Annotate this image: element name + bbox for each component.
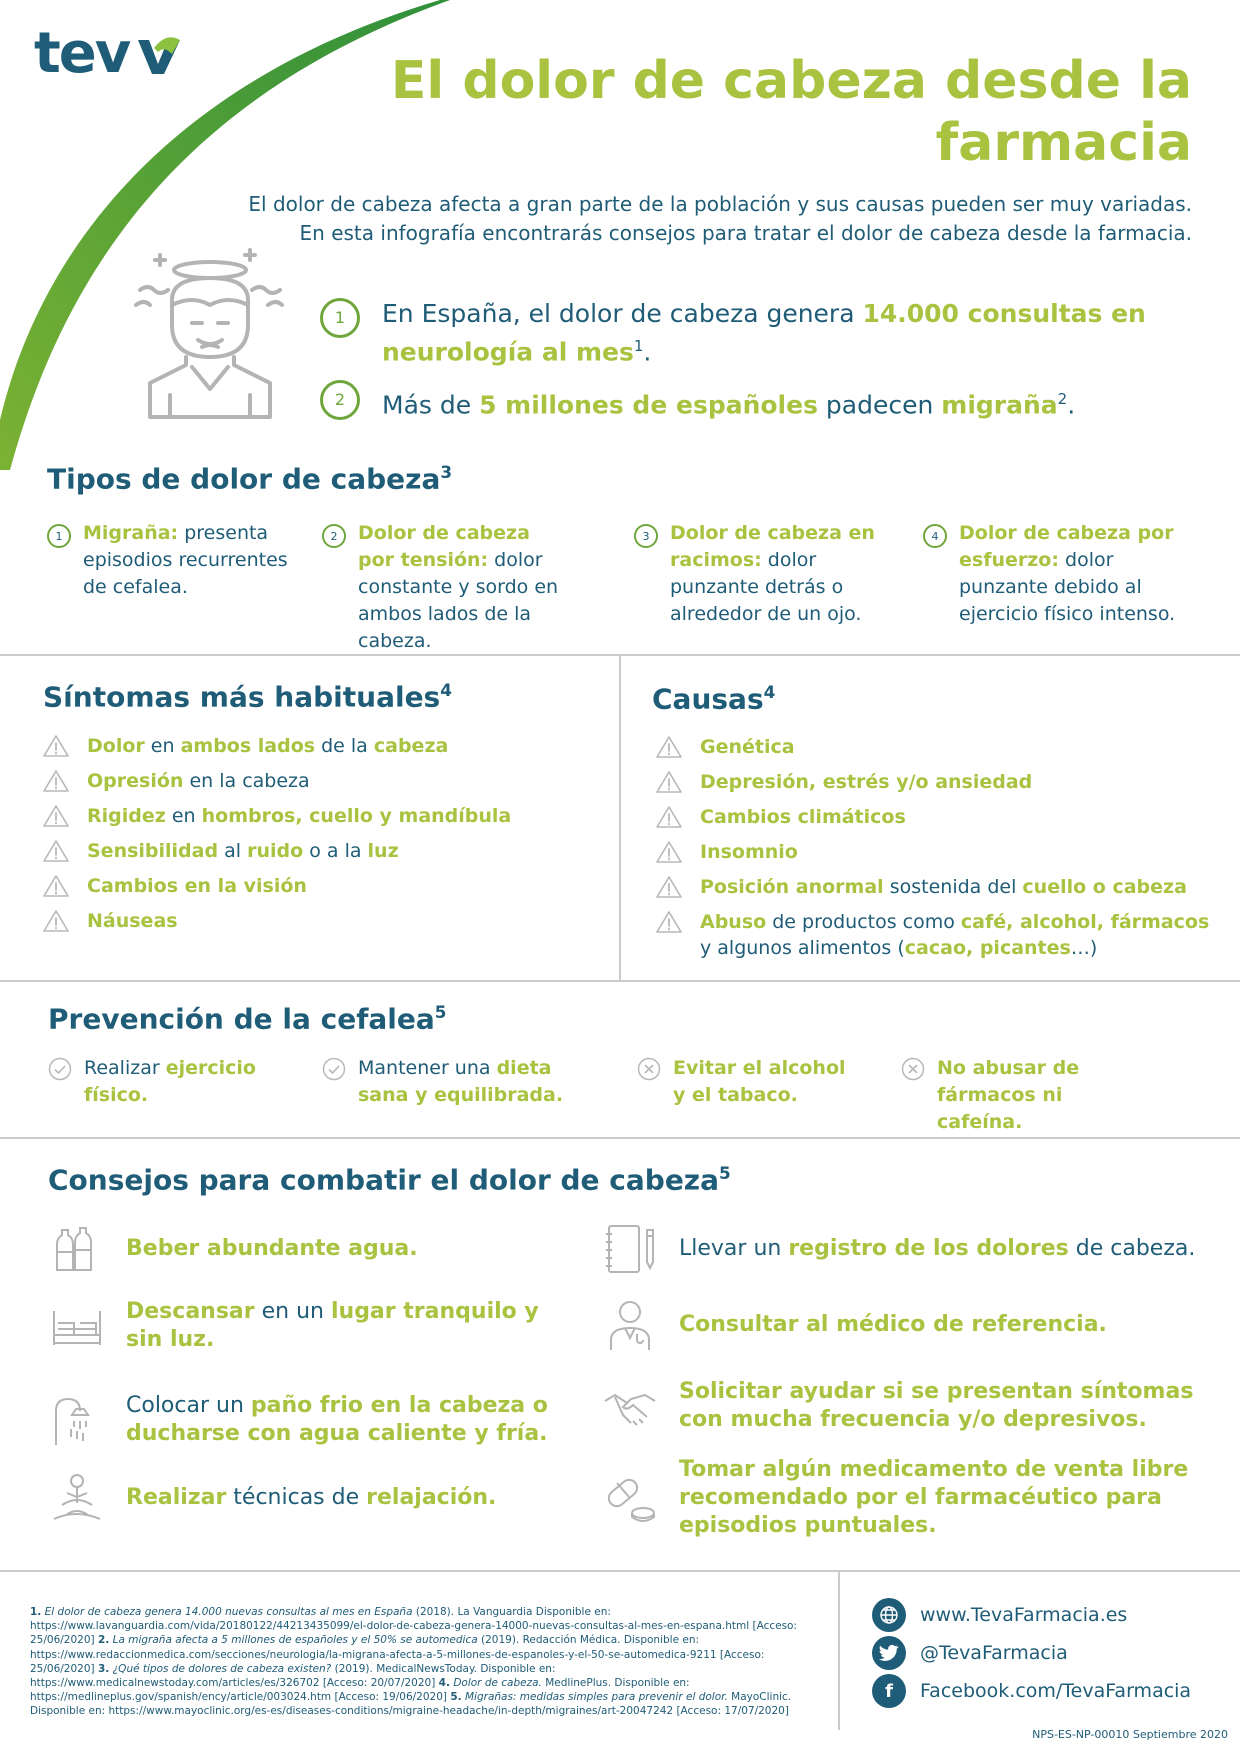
type-text-3 bbox=[670, 520, 884, 628]
headache-person-icon bbox=[130, 235, 290, 425]
warning-icon bbox=[656, 840, 682, 864]
reference-2: 2. La migraña afecta a 5 millones de españoles y el 50% se automedica (2019). Redacción Médica. Disponible en: https://www.redaccionmedica.com/secciones/neurologia/la-migrana-afecta-a-5-millones-de-espanoles-y-el-50-se-automedica-9211 [Acceso: 25/06/2020] bbox=[30, 1634, 765, 1675]
tip-right-2: Consultar al médico de referencia. bbox=[603, 1298, 1203, 1352]
cause-item: Abuso de productos como café, alcohol, fármacos y algunos alimentos (cacao, picantes…) bbox=[656, 909, 1211, 961]
divider-vertical bbox=[619, 656, 621, 981]
symptom-item: Náuseas bbox=[43, 908, 603, 934]
type-3-name: Dolor de cabeza en racimos: bbox=[670, 522, 875, 571]
x-circle-icon bbox=[901, 1057, 925, 1081]
teva-logo-mark bbox=[34, 12, 184, 82]
warning-icon bbox=[43, 804, 69, 828]
cause-item: Posición anormal sostenida del cuello o cabeza bbox=[656, 874, 1211, 900]
symptom-item: Cambios en la visión bbox=[43, 873, 603, 899]
type-number-1: 1 bbox=[47, 524, 71, 548]
references bbox=[30, 1605, 810, 1719]
tip-left-2: Descansar en un lugar tranquilo y sin luz. bbox=[50, 1298, 560, 1354]
prevention-item-2: Mantener una dieta sana y equilibrada. bbox=[322, 1055, 572, 1109]
notebook-icon bbox=[603, 1222, 657, 1276]
stat-2-bold: 5 millones de españoles bbox=[479, 390, 818, 420]
bed-icon bbox=[50, 1299, 104, 1353]
tip-left-1: Beber abundante agua. bbox=[50, 1222, 560, 1276]
reference-3: 3. ¿Qué tipos de dolores de cabeza existen? (2019). MedicalNewsToday. Disponible en: https://www.medicalnewstoday.com/articles/es/326702 [Acceso: 20/07/2020] bbox=[30, 1662, 556, 1690]
meditation-icon bbox=[50, 1471, 104, 1525]
social-twitter[interactable] bbox=[872, 1636, 1068, 1670]
web-globe-icon bbox=[872, 1598, 906, 1632]
type-4-desc: dolor punzante debido al ejercicio físico intenso. bbox=[959, 549, 1176, 625]
type-text-4 bbox=[959, 520, 1183, 628]
x-circle-icon bbox=[637, 1057, 661, 1081]
document-code: NPS-ES-NP-00010 Septiembre 2020 bbox=[1032, 1728, 1228, 1741]
stat-1-post: . bbox=[643, 337, 652, 367]
type-item-4 bbox=[923, 520, 1183, 628]
types-title-text: Tipos de dolor de cabeza bbox=[47, 462, 441, 496]
stat-item-1 bbox=[320, 298, 1180, 368]
type-item-3 bbox=[634, 520, 884, 628]
symptom-item: Dolor en ambos lados de la cabeza bbox=[43, 733, 603, 759]
symptoms-list bbox=[43, 733, 603, 943]
stat-1-ref: 1 bbox=[633, 337, 644, 355]
prevention-item-1: Realizar ejercicio físico. bbox=[48, 1055, 298, 1109]
reference-5: 5. Migrañas: medidas simples para prevenir el dolor. MayoClinic. Disponible en: https://www.mayoclinic.org/es-es/diseases-conditions/migraine-headache/in-depth/migraines/art-20047242 [Acceso: 17/07/2020] bbox=[30, 1691, 792, 1718]
social-facebook[interactable] bbox=[872, 1674, 1191, 1708]
prevention-title-text: Prevención de la cefalea bbox=[48, 1002, 435, 1036]
prevention-title bbox=[48, 1002, 446, 1035]
type-text-1 bbox=[83, 520, 297, 601]
cause-item: Genética bbox=[656, 734, 1211, 760]
symptoms-title-text: Síntomas más habituales bbox=[43, 680, 441, 714]
stat-number-1: 1 bbox=[320, 298, 360, 338]
tip-right-1: Llevar un registro de los dolores de cabeza. bbox=[603, 1222, 1203, 1276]
type-2-desc: dolor constante y sordo en ambos lados de la cabeza. bbox=[358, 549, 559, 652]
symptom-item: Opresión en la cabeza bbox=[43, 768, 603, 794]
warning-icon bbox=[43, 874, 69, 898]
type-item-2 bbox=[322, 520, 572, 655]
cause-item: Cambios climáticos bbox=[656, 804, 1211, 830]
stat-2-post: . bbox=[1067, 390, 1076, 420]
symptoms-title bbox=[43, 680, 452, 713]
warning-icon bbox=[43, 734, 69, 758]
twitter-icon bbox=[872, 1636, 906, 1670]
symptom-item: Sensibilidad al ruido o a la luz bbox=[43, 838, 603, 864]
twitter-link[interactable]: @TevaFarmacia bbox=[920, 1642, 1068, 1664]
tip-left-3: Colocar un paño frio en la cabeza o ducharse con agua caliente y fría. bbox=[50, 1392, 560, 1448]
warning-icon bbox=[656, 910, 682, 934]
type-text-2 bbox=[358, 520, 572, 655]
stat-2-mid: padecen bbox=[817, 390, 942, 420]
stat-text-2 bbox=[382, 383, 1075, 421]
type-item-1 bbox=[47, 520, 297, 601]
intro-text bbox=[192, 190, 1192, 248]
water-bottles-icon bbox=[50, 1222, 104, 1276]
divider-footer-vertical bbox=[838, 1572, 840, 1730]
symptoms-title-ref: 4 bbox=[440, 680, 452, 700]
tips-title-ref: 5 bbox=[719, 1163, 731, 1183]
page-title: El dolor de cabeza desde la farmacia bbox=[390, 51, 1192, 173]
social-website[interactable] bbox=[872, 1598, 1127, 1632]
type-number-2: 2 bbox=[322, 524, 346, 548]
intro-line-2: En esta infografía encontrarás consejos para tratar el dolor de cabeza desde la farmacia. bbox=[299, 221, 1192, 245]
website-link[interactable]: www.TevaFarmacia.es bbox=[920, 1604, 1128, 1626]
stat-2-pre: Más de bbox=[382, 390, 480, 420]
causes-title-ref: 4 bbox=[763, 682, 776, 702]
causes-title-text: Causas bbox=[652, 682, 764, 716]
warning-icon bbox=[656, 735, 682, 759]
check-circle-icon bbox=[48, 1057, 72, 1081]
divider-3 bbox=[0, 1137, 1240, 1139]
facebook-icon: f bbox=[872, 1674, 906, 1708]
types-title-ref: 3 bbox=[440, 462, 453, 482]
prevention-title-ref: 5 bbox=[434, 1002, 447, 1022]
doctor-icon bbox=[603, 1298, 657, 1352]
warning-icon bbox=[43, 909, 69, 933]
tips-title bbox=[48, 1163, 731, 1196]
type-1-desc: presenta episodios recurrentes de cefalea. bbox=[83, 522, 288, 598]
type-4-name: Dolor de cabeza por esfuerzo: bbox=[959, 522, 1174, 571]
warning-icon bbox=[656, 805, 682, 829]
stat-1-bold: 14.000 consultas en neurología al mes bbox=[382, 299, 1146, 367]
warning-icon bbox=[43, 839, 69, 863]
type-number-4: 4 bbox=[923, 524, 947, 548]
warning-icon bbox=[43, 769, 69, 793]
stat-2-bold2: migraña bbox=[941, 390, 1058, 420]
tip-left-4: Realizar técnicas de relajación. bbox=[50, 1471, 560, 1525]
svg-text:tev: tev bbox=[34, 21, 130, 82]
shower-icon bbox=[50, 1393, 104, 1447]
tips-title-text: Consejos para combatir el dolor de cabeza bbox=[48, 1163, 720, 1197]
stat-1-pre: En España, el dolor de cabeza genera bbox=[382, 299, 863, 328]
cause-item: Depresión, estrés y/o ansiedad bbox=[656, 769, 1211, 795]
cause-item: Insomnio bbox=[656, 839, 1211, 865]
type-number-3: 3 bbox=[634, 524, 658, 548]
prevention-item-3: Evitar el alcohol y el tabaco. bbox=[637, 1055, 857, 1109]
teva-logo bbox=[34, 12, 184, 82]
type-3-desc: dolor punzante detrás o alrededor de un ojo. bbox=[670, 549, 862, 625]
stat-text-1 bbox=[382, 298, 1180, 368]
stat-2-ref: 2 bbox=[1057, 390, 1068, 408]
intro-line-1: El dolor de cabeza afecta a gran parte de la población y sus causas pueden ser muy variadas. bbox=[248, 192, 1192, 216]
stat-number-2: 2 bbox=[320, 380, 360, 420]
type-2-name: Dolor de cabeza por tensión: bbox=[358, 522, 530, 571]
facebook-link[interactable]: Facebook.com/TevaFarmacia bbox=[920, 1680, 1192, 1702]
reference-1: 1. El dolor de cabeza genera 14.000 nuevas consultas al mes en España (2018). La Vanguardia Disponible en: https://www.lavanguardia.com/vida/20180122/44213435099/el-dolor-de-cabeza-genera-14000-nuevas-consultas-al-mes-en-espana.html [Acceso: 25/06/2020] bbox=[30, 1606, 798, 1647]
tip-right-4: Tomar algún medicamento de venta libre recomendado por el farmacéutico para episodios puntuales. bbox=[603, 1456, 1203, 1540]
handshake-icon bbox=[603, 1379, 657, 1433]
tip-right-3: Solicitar ayudar si se presentan síntomas con mucha frecuencia y/o depresivos. bbox=[603, 1378, 1203, 1434]
divider-4 bbox=[0, 1570, 1240, 1572]
causes-title bbox=[652, 682, 775, 715]
causes-list bbox=[656, 734, 1211, 970]
type-1-name: Migraña: bbox=[83, 522, 179, 544]
stat-item-2 bbox=[320, 380, 1180, 421]
divider-2 bbox=[0, 980, 1240, 982]
pill-icon bbox=[603, 1471, 657, 1525]
warning-icon bbox=[656, 770, 682, 794]
warning-icon bbox=[656, 875, 682, 899]
reference-4: 4. Dolor de cabeza. MedlinePlus. Disponible en: https://medlineplus.gov/spanish/ency/article/003024.htm [Acceso: 19/06/2020] bbox=[30, 1677, 690, 1704]
symptom-item: Rigidez en hombros, cuello y mandíbula bbox=[43, 803, 603, 829]
types-section-title bbox=[47, 462, 452, 495]
check-circle-icon bbox=[322, 1057, 346, 1081]
prevention-item-4: No abusar de fármacos ni cafeína. bbox=[901, 1055, 1151, 1136]
